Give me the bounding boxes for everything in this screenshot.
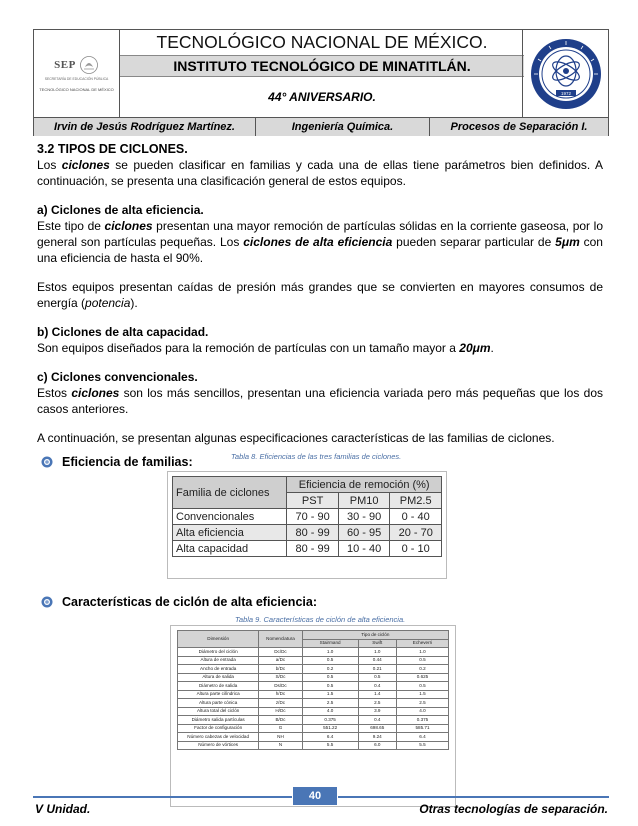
- subject-name: Procesos de Separación I.: [450, 121, 588, 133]
- table8-image: [167, 471, 447, 579]
- table9-image: [170, 625, 456, 807]
- subsection-b-title: b) Ciclones de alta capacidad.: [37, 325, 209, 339]
- table-cell: b/Dc: [259, 665, 302, 674]
- table-cell: Diámetro de salida: [178, 682, 259, 691]
- table-cell: 0.4: [358, 682, 396, 691]
- table-cell: 0.375: [302, 716, 358, 725]
- sep-logo: [34, 30, 120, 117]
- bullet-characteristics-label: Características de ciclón de alta eficiencia:: [62, 595, 317, 609]
- career-name: Ingeniería Química.: [256, 118, 430, 136]
- table-cell: 1.4: [358, 690, 396, 699]
- table9-col-nomenclature: Nomenclatura: [259, 631, 302, 648]
- table-cell: 0.2: [396, 665, 448, 674]
- anniversary-title: 44° ANIVERSARIO.: [268, 90, 376, 104]
- table-cell: Ds/Dc: [259, 682, 302, 691]
- seal-year: 1972: [560, 90, 571, 96]
- table-cell: 6.4: [396, 733, 448, 742]
- table-cell: 1.5: [302, 690, 358, 699]
- table-cell: 0.5: [396, 656, 448, 665]
- table8-col-pm25: PM2.5: [390, 493, 442, 509]
- table-cell: 0.2: [302, 665, 358, 674]
- document-header: [33, 29, 609, 136]
- table-cell: 2.5: [358, 699, 396, 708]
- subsection-a-paragraph-2: Estos equipos presentan caídas de presión más grandes que se convierten en mayores consumos de energía (potencia).: [37, 280, 603, 310]
- subsection-c-paragraph: Estos ciclones son los más sencillos, presentan una eficiencia variada pero más pequeñas que los dos casos anteriores.: [37, 386, 603, 416]
- table-cell: Altura de salida: [178, 673, 259, 682]
- table9-col-dimension: Dimensión: [178, 631, 259, 648]
- table-cell: Número de vórtices: [178, 741, 259, 750]
- footer-unit: V Unidad.: [35, 802, 91, 816]
- table-cell: 0.5: [396, 682, 448, 691]
- closing-paragraph: A continuación, se presentan algunas especificaciones características de las familias de ciclones.: [37, 431, 555, 445]
- table9-caption: Tabla 9. Características de ciclón de alta eficiencia.: [235, 615, 406, 624]
- subsection-a-paragraph-1: Este tipo de ciclones presentan una mayor remoción de partículas sólidas en la corriente gaseosa, por lo general son partículas pequeñas. Los ciclones de alta eficiencia pueden separar particular de 5μm con una eficiencia de hasta el 90%.: [37, 219, 603, 265]
- table-cell: Número cabezas de velocidad: [178, 733, 259, 742]
- page-number: 40: [292, 786, 338, 806]
- subsection-c-title: c) Ciclones convencionales.: [37, 370, 198, 384]
- table-cell: 1.0: [302, 648, 358, 657]
- table-cell: 4.0: [302, 707, 358, 716]
- table-cell: Altura total del ciclón: [178, 707, 259, 716]
- table-cell: 3.9: [358, 707, 396, 716]
- author-name: Irvin de Jesús Rodríguez Martínez.: [34, 118, 256, 136]
- table-cell: 0.625: [396, 673, 448, 682]
- table-row: [178, 699, 449, 708]
- table-cell: 0.21: [358, 665, 396, 674]
- table8-caption: Tabla 8. Eficiencias de las tres familias de ciclones.: [231, 452, 402, 461]
- table-row: [178, 741, 449, 750]
- table-cell: 585.71: [396, 724, 448, 733]
- table8-col-family: Familia de ciclones: [173, 477, 287, 509]
- table-cell: Altura parte cilíndrica: [178, 690, 259, 699]
- sep-logo-subtitle: SECRETARÍA DE EDUCACIÓN PÚBLICA: [44, 77, 109, 81]
- table8-group-header: Eficiencia de remoción (%): [287, 477, 442, 493]
- table-cell: 4.0: [396, 707, 448, 716]
- table-cell: Altura de entrada: [178, 656, 259, 665]
- header-top-row: [34, 30, 608, 117]
- table-cell: 6.4: [302, 733, 358, 742]
- table-row: [178, 656, 449, 665]
- table-cell: 1.0: [358, 648, 396, 657]
- table8-col-pm10: PM10: [338, 493, 390, 509]
- table-cell: B/Dc: [259, 716, 302, 725]
- section-title: 3.2 TIPOS DE CICLONES.: [37, 142, 188, 156]
- table-cell: 0.5: [302, 673, 358, 682]
- table-cell: N: [259, 741, 302, 750]
- bullet-efficiency-label: Eficiencia de familias:: [62, 455, 193, 469]
- institute-title: INSTITUTO TECNOLÓGICO DE MINATITLÁN.: [120, 55, 524, 77]
- table-cell: 6.0: [358, 741, 396, 750]
- mexico-emblem-icon: [79, 55, 99, 75]
- institution-title: TECNOLÓGICO NACIONAL DE MÉXICO.: [156, 32, 488, 52]
- table-row: [178, 690, 449, 699]
- table-row: Convencionales 70 - 90 30 - 90 0 - 40: [173, 509, 442, 525]
- table-row: Alta capacidad 80 - 99 10 - 40 0 - 10: [173, 541, 442, 557]
- header-info-row: [34, 117, 608, 136]
- table9-col-stairmand: Stairmand: [302, 639, 358, 648]
- table-cell: 0.5: [302, 656, 358, 665]
- table-row: [178, 648, 449, 657]
- tecnm-label: TECNOLÓGICO NACIONAL DE MÉXICO: [39, 87, 114, 92]
- table-cell: 9.24: [358, 733, 396, 742]
- table8: [172, 476, 442, 557]
- table-cell: 0.5: [302, 682, 358, 691]
- table-cell: Ancho de entrada: [178, 665, 259, 674]
- table9-group-header: Tipo de ciclón: [302, 631, 448, 640]
- table-cell: 1.0: [396, 648, 448, 657]
- table-cell: Diámetro del ciclón: [178, 648, 259, 657]
- header-titles: [120, 30, 524, 117]
- table-cell: NH: [259, 733, 302, 742]
- table-cell: G: [259, 724, 302, 733]
- table-row: [178, 682, 449, 691]
- table-cell: 0.375: [396, 716, 448, 725]
- intro-paragraph: Los ciclones se pueden clasificar en familias y cada una de ellas tiene parámetros bien definidos. A continuación, se presenta una clasificación general de estos equipos.: [37, 158, 604, 188]
- page-content: [37, 136, 603, 470]
- table-cell: Dc/Dc: [259, 648, 302, 657]
- table-cell: 1.5: [396, 690, 448, 699]
- table-row: [178, 665, 449, 674]
- itm-seal: [522, 30, 608, 117]
- table9-col-echeverri: Echeverri: [396, 639, 448, 648]
- subsection-a-title: a) Ciclones de alta eficiencia.: [37, 203, 204, 217]
- sep-logo-text: SEP: [54, 59, 76, 71]
- table-cell: 5.5: [302, 741, 358, 750]
- bullet-characteristics: [37, 595, 317, 609]
- table-row: [178, 724, 449, 733]
- itm-seal-icon: [529, 37, 603, 111]
- table-cell: Diámetro salida partículas: [178, 716, 259, 725]
- table-cell: 0.5: [358, 673, 396, 682]
- table-cell: 551.22: [302, 724, 358, 733]
- table-cell: S/Dc: [259, 673, 302, 682]
- bullet-circle-icon: [41, 596, 53, 608]
- table-row: Alta eficiencia 80 - 99 60 - 95 20 - 70: [173, 525, 442, 541]
- table9: [177, 630, 449, 750]
- table-cell: 2.5: [302, 699, 358, 708]
- table-cell: z/Dc: [259, 699, 302, 708]
- table-row: [178, 707, 449, 716]
- table9-col-swift: Swift: [358, 639, 396, 648]
- table-cell: a/Dc: [259, 656, 302, 665]
- table-cell: h/Dc: [259, 690, 302, 699]
- table-cell: 0.4: [358, 716, 396, 725]
- table8-col-pst: PST: [287, 493, 339, 509]
- bullet-circle-icon: [41, 456, 53, 468]
- table-cell: Factor de configuración: [178, 724, 259, 733]
- footer-topic: Otras tecnologías de separación.: [419, 802, 608, 816]
- table-row: [178, 716, 449, 725]
- table-row: [178, 673, 449, 682]
- table-cell: Altura parte cónica: [178, 699, 259, 708]
- table-row: [178, 733, 449, 742]
- table-cell: 2.5: [396, 699, 448, 708]
- table-cell: 698.65: [358, 724, 396, 733]
- table-cell: H/Dc: [259, 707, 302, 716]
- table-cell: 0.44: [358, 656, 396, 665]
- sep-logo-row: [54, 55, 99, 75]
- subsection-b-paragraph: Son equipos diseñados para la remoción de partículas con un tamaño mayor a 20μm.: [37, 341, 494, 355]
- table-cell: 5.5: [396, 741, 448, 750]
